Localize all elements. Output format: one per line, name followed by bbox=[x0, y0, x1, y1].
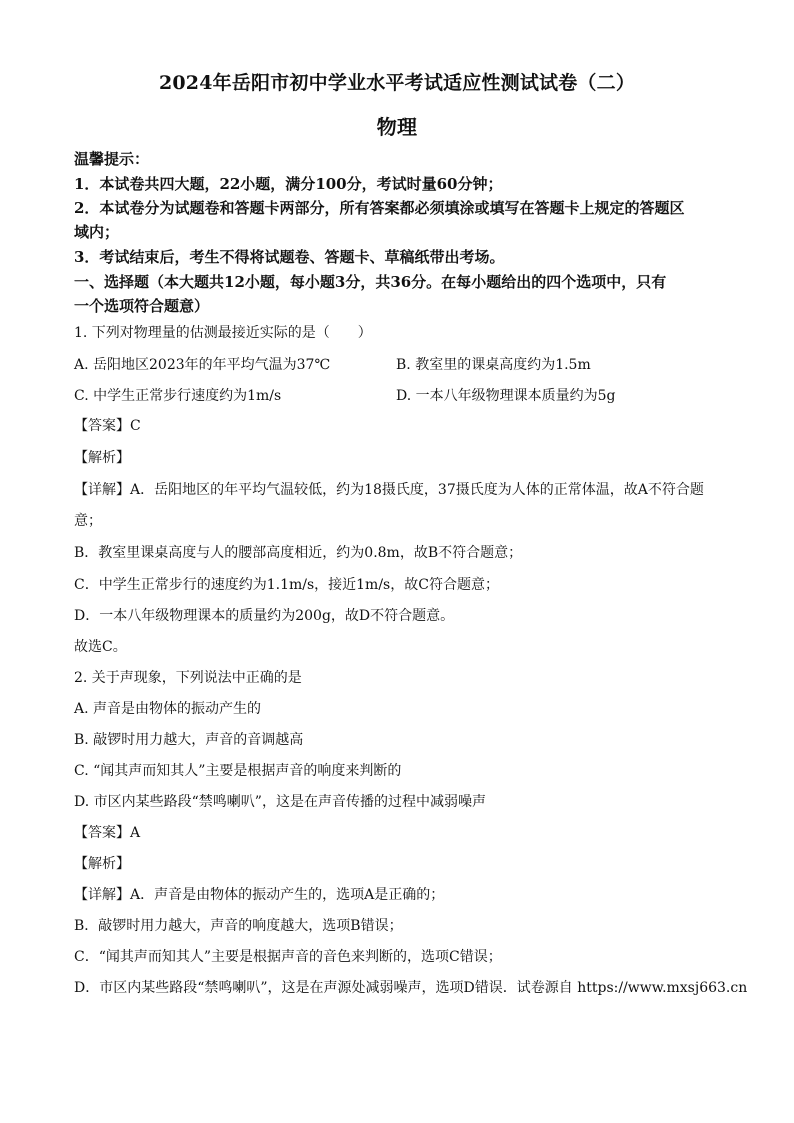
detail-line: 【详解】A．岳阳地区的年平均气温较低，约为18摄氏度，37摄氏度为人体的正常体温，故A不符合题 bbox=[74, 482, 704, 498]
notice-item: 3．考试结束后，考生不得将试题卷、答题卡、草稿纸带出考场。 bbox=[74, 248, 505, 266]
detail-line: B．敲锣时用力越大，声音的响度越大，选项B错误； bbox=[74, 918, 403, 934]
answer-label: 【答案】A bbox=[74, 825, 141, 841]
analysis-label: 【解析】 bbox=[74, 856, 130, 872]
question-option: B. 敲锣时用力越大，声音的音调越高 bbox=[74, 732, 304, 748]
detail-line: C．中学生正常步行的速度约为1.1m/s，接近1m/s，故C符合题意； bbox=[74, 577, 499, 593]
detail-line: B．教室里课桌高度与人的腰部高度相近，约为0.8m，故B不符合题意； bbox=[74, 545, 523, 561]
detail-line: 故选C。 bbox=[74, 639, 127, 655]
notice-item: 1．本试卷共四大题，22小题，满分100分，考试时量60分钟； bbox=[74, 175, 503, 193]
question-option: A. 声音是由物体的振动产生的 bbox=[74, 701, 262, 717]
question-option: B. 教室里的课桌高度约为1.5m bbox=[396, 357, 591, 373]
detail-line: C．“闻其声而知其人”主要是根据声音的音色来判断的，选项C错误； bbox=[74, 949, 502, 965]
analysis-label: 【解析】 bbox=[74, 450, 130, 466]
notice-item: 2．本试卷分为试题卷和答题卡两部分，所有答案都必须填涂或填写在答题卡上规定的答题区 bbox=[74, 199, 685, 217]
detail-line: D．市区内某些路段“禁鸣喇叭”，这是在声源处减弱噪声，选项D错误．试卷源自 https://www.mxsj663.cn bbox=[74, 980, 748, 996]
answer-label: 【答案】C bbox=[74, 418, 141, 434]
detail-line: D．一本八年级物理课本的质量约为200g，故D不符合题意。 bbox=[74, 608, 455, 624]
subject-title: 物理 bbox=[376, 115, 418, 139]
question-option: C. 中学生正常步行速度约为1m/s bbox=[74, 388, 282, 404]
question-option: A. 岳阳地区2023年的年平均气温为37℃ bbox=[74, 357, 331, 373]
notice-heading: 温馨提示： bbox=[74, 150, 150, 168]
detail-line: 意； bbox=[74, 513, 102, 529]
section-heading: 一、选择题（本大题共12小题，每小题3分，共36分。在每小题给出的四个选项中，只有 bbox=[74, 273, 667, 291]
question-stem: 2. 关于声现象，下列说法中正确的是 bbox=[74, 670, 302, 686]
notice-item: 域内； bbox=[74, 223, 120, 241]
section-heading-cont: 一个选项符合题意） bbox=[74, 297, 210, 315]
question-option: C. “闻其声而知其人”主要是根据声音的响度来判断的 bbox=[74, 763, 402, 779]
detail-line: 【详解】A．声音是由物体的振动产生的，选项A是正确的； bbox=[74, 887, 445, 903]
question-option: D. 一本八年级物理课本质量约为5g bbox=[396, 388, 616, 404]
document-title: 2024年岳阳市初中学业水平考试适应性测试试卷（二） bbox=[158, 72, 636, 94]
question-stem: 1. 下列对物理量的估测最接近实际的是（ ） bbox=[74, 325, 372, 341]
question-option: D. 市区内某些路段“禁鸣喇叭”，这是在声音传播的过程中减弱噪声 bbox=[74, 794, 486, 810]
